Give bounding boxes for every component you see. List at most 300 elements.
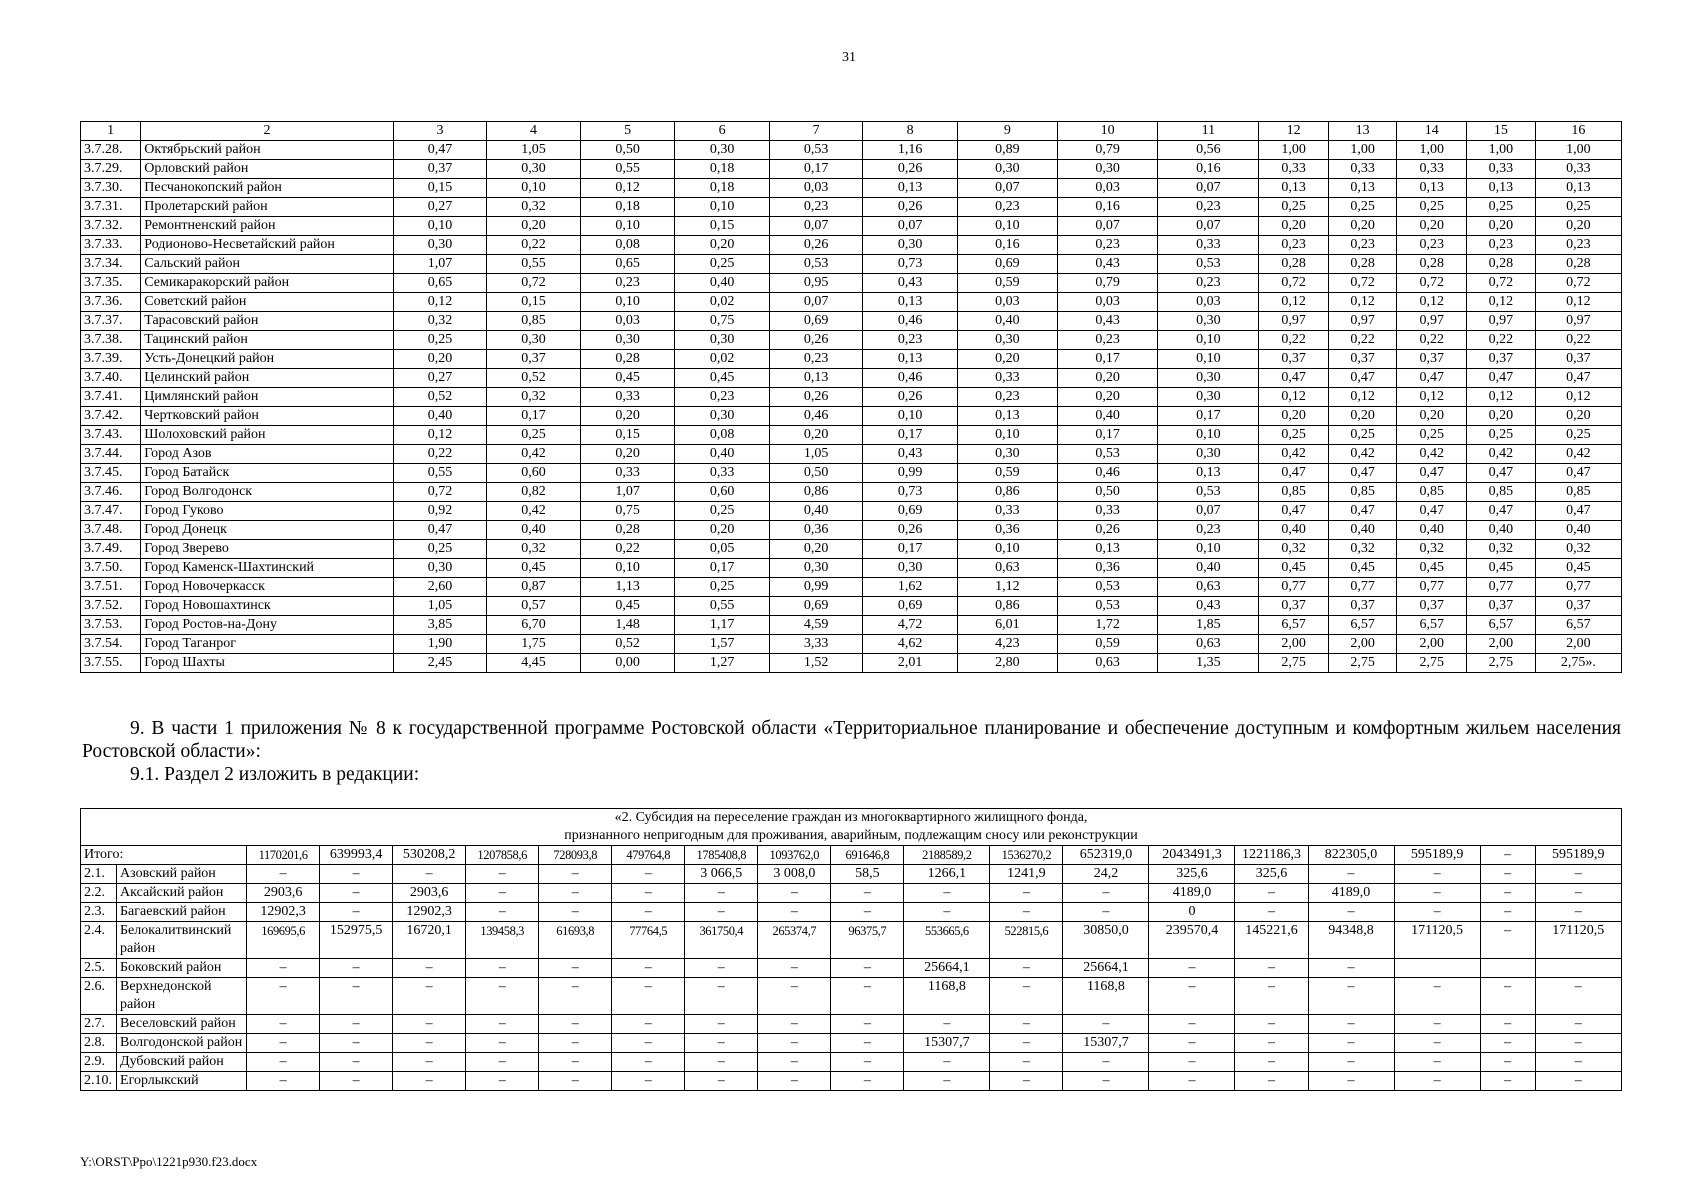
- coefficient-cell: 0,30: [393, 559, 487, 578]
- coefficient-cell: 0,46: [1057, 464, 1158, 483]
- subsidy-value: –: [612, 959, 685, 978]
- coefficient-cell: 0,26: [863, 388, 958, 407]
- coefficient-cell: 0,85: [1328, 483, 1397, 502]
- subsidy-value: –: [1394, 884, 1480, 903]
- subsidy-value: –: [320, 978, 393, 1015]
- row-code: 2.1.: [81, 865, 117, 884]
- coefficient-cell: 0,52: [580, 635, 675, 654]
- coefficient-cell: 0,23: [675, 388, 770, 407]
- total-value: 652319,0: [1063, 846, 1149, 865]
- column-number: 15: [1467, 122, 1536, 141]
- subsidy-value: –: [539, 1072, 612, 1091]
- subsidy-value: –: [1063, 1015, 1149, 1034]
- coefficient-cell: 0,60: [675, 483, 770, 502]
- coefficient-cell: 0,45: [1535, 559, 1621, 578]
- subsidy-value: –: [1308, 978, 1394, 1015]
- subsidy-value: –: [904, 1053, 990, 1072]
- subsidy-value: –: [320, 959, 393, 978]
- subsidy-value: –: [466, 1072, 539, 1091]
- coefficient-cell: 0,10: [1158, 350, 1259, 369]
- row-code: 3.7.41.: [81, 388, 141, 407]
- subsidy-value: –: [320, 1072, 393, 1091]
- coefficient-cell: 0,30: [675, 407, 770, 426]
- district-name: Родионово-Несветайский район: [141, 236, 394, 255]
- coefficient-cell: 0,45: [1397, 559, 1467, 578]
- coefficient-cell: 0,60: [487, 464, 581, 483]
- subsidy-value: 553665,6: [904, 922, 990, 959]
- coefficient-cell: 0,45: [580, 597, 675, 616]
- coefficient-cell: 0,10: [580, 217, 675, 236]
- subsidy-value: –: [1063, 884, 1149, 903]
- coefficient-cell: 1,16: [863, 141, 958, 160]
- coefficient-cell: 0,17: [1057, 426, 1158, 445]
- coefficient-cell: 1,27: [675, 654, 770, 673]
- subsidy-value: 1266,1: [904, 865, 990, 884]
- row-code: 3.7.39.: [81, 350, 141, 369]
- coefficient-cell: 0,23: [1397, 236, 1467, 255]
- coefficient-cell: 0,85: [1467, 483, 1536, 502]
- row-code: 3.7.29.: [81, 160, 141, 179]
- district-name: Город Донецк: [141, 521, 394, 540]
- coefficient-cell: 0,25: [675, 578, 770, 597]
- coefficient-cell: 0,15: [675, 217, 770, 236]
- subsidy-value: –: [466, 884, 539, 903]
- subsidy-value: –: [393, 1072, 466, 1091]
- coefficient-cell: 0,37: [1397, 350, 1467, 369]
- coefficient-cell: 0,79: [1057, 274, 1158, 293]
- coefficient-cell: 0,32: [393, 312, 487, 331]
- coefficient-cell: 1,62: [863, 578, 958, 597]
- coefficient-cell: 0,53: [1057, 597, 1158, 616]
- table-row: [81, 331, 1622, 350]
- coefficient-cell: 0,30: [1158, 312, 1259, 331]
- coefficient-cell: 0,85: [1259, 483, 1329, 502]
- subsidy-value: –: [1480, 1015, 1535, 1034]
- coefficient-cell: 6,57: [1328, 616, 1397, 635]
- total-value: 2188589,2: [904, 846, 990, 865]
- column-number: 11: [1158, 122, 1259, 141]
- column-number: 4: [487, 122, 581, 141]
- row-code: 2.4.: [81, 922, 117, 959]
- coefficient-cell: 0,36: [957, 521, 1057, 540]
- coefficient-cell: 0,17: [1057, 350, 1158, 369]
- subsidy-value: –: [990, 884, 1063, 903]
- coefficient-cell: 0,97: [1535, 312, 1621, 331]
- coefficient-cell: 0,12: [580, 179, 675, 198]
- subsidy-value: 15307,7: [1063, 1034, 1149, 1053]
- coefficient-cell: 0,20: [1397, 407, 1467, 426]
- row-code: 3.7.37.: [81, 312, 141, 331]
- coefficient-cell: 0,40: [1259, 521, 1329, 540]
- coefficient-cell: 0,47: [1535, 502, 1621, 521]
- coefficient-cell: 0,12: [1328, 293, 1397, 312]
- coefficient-cell: 2,01: [863, 654, 958, 673]
- coefficient-cell: 0,22: [393, 445, 487, 464]
- coefficient-cell: 0,20: [1535, 217, 1621, 236]
- coefficient-cell: 0,47: [393, 141, 487, 160]
- total-value: 1536270,2: [990, 846, 1063, 865]
- coefficient-cell: 0,53: [1158, 255, 1259, 274]
- table-row: [81, 464, 1622, 483]
- row-code: 3.7.36.: [81, 293, 141, 312]
- coefficient-cell: 0,33: [1535, 160, 1621, 179]
- coefficient-cell: 0,25: [1467, 426, 1536, 445]
- subsidy-value: –: [320, 1015, 393, 1034]
- coefficient-cell: 0,72: [1535, 274, 1621, 293]
- subsidy-value: –: [1480, 1072, 1535, 1091]
- coefficient-cell: 0,07: [1158, 179, 1259, 198]
- coefficient-cell: 0,86: [957, 597, 1057, 616]
- coefficient-cell: 2,00: [1397, 635, 1467, 654]
- coefficient-cell: 1,00: [1397, 141, 1467, 160]
- subsidy-value: –: [1535, 884, 1621, 903]
- coefficient-cell: 0,10: [957, 426, 1057, 445]
- column-number: 6: [675, 122, 770, 141]
- subsidy-value: –: [247, 865, 320, 884]
- row-code: 3.7.46.: [81, 483, 141, 502]
- coefficient-cell: 2,75».: [1535, 654, 1621, 673]
- subsidy-value: –: [1394, 1072, 1480, 1091]
- coefficient-cell: 0,26: [769, 236, 863, 255]
- coefficient-cell: 0,77: [1259, 578, 1329, 597]
- footer-file-path: Y:\ORST\Ppo\1221p930.f23.docx: [80, 1154, 258, 1169]
- coefficient-cell: 0,45: [675, 369, 770, 388]
- coefficient-cell: 0,40: [1057, 407, 1158, 426]
- coefficient-cell: 0,55: [487, 255, 581, 274]
- coefficient-cell: 0,32: [487, 198, 581, 217]
- total-value: 2043491,3: [1149, 846, 1235, 865]
- subsidy-value: 24,2: [1063, 865, 1149, 884]
- coefficient-cell: 0,05: [675, 540, 770, 559]
- coefficient-cell: 0,42: [487, 445, 581, 464]
- subsidy-value: –: [685, 884, 758, 903]
- column-number: 9: [957, 122, 1057, 141]
- coefficient-cell: 1,48: [580, 616, 675, 635]
- subsidy-value: –: [466, 959, 539, 978]
- total-value: 639993,4: [320, 846, 393, 865]
- table-row: [81, 1034, 1622, 1053]
- subsidy-value: –: [1308, 865, 1394, 884]
- coefficient-cell: 0,03: [580, 312, 675, 331]
- total-value: 822305,0: [1308, 846, 1394, 865]
- coefficient-cell: 3,85: [393, 616, 487, 635]
- district-name: Боковский район: [117, 959, 247, 978]
- table-row: [81, 1072, 1622, 1091]
- coefficient-cell: 0,23: [1467, 236, 1536, 255]
- coefficient-cell: 0,18: [675, 160, 770, 179]
- subsidy-table: [80, 808, 1622, 1091]
- row-code: 3.7.52.: [81, 597, 141, 616]
- coefficient-cell: 0,17: [675, 559, 770, 578]
- district-name: Волгодонской район: [117, 1034, 247, 1053]
- subsidy-value: 145221,6: [1235, 922, 1308, 959]
- coefficient-cell: 1,72: [1057, 616, 1158, 635]
- subsidy-value: 30850,0: [1063, 922, 1149, 959]
- coefficient-cell: 0,25: [1397, 426, 1467, 445]
- district-name: Чертковский район: [141, 407, 394, 426]
- coefficient-cell: 0,32: [1259, 540, 1329, 559]
- coefficient-cell: 0,13: [1397, 179, 1467, 198]
- subsidy-value: –: [1480, 922, 1535, 959]
- coefficient-cell: 0,59: [957, 274, 1057, 293]
- coefficient-cell: 0,23: [1259, 236, 1329, 255]
- subsidy-value: –: [758, 884, 831, 903]
- coefficient-cell: 0,20: [487, 217, 581, 236]
- subsidy-value: 25664,1: [904, 959, 990, 978]
- table-row: [81, 1053, 1622, 1072]
- coefficient-cell: 0,13: [957, 407, 1057, 426]
- subsidy-value: –: [1235, 978, 1308, 1015]
- coefficient-cell: 0,40: [1397, 521, 1467, 540]
- coefficient-cell: 2,75: [1328, 654, 1397, 673]
- coefficient-cell: 1,00: [1259, 141, 1329, 160]
- coefficient-cell: 4,59: [769, 616, 863, 635]
- coefficient-cell: 0,10: [675, 198, 770, 217]
- subsidy-value: –: [831, 903, 904, 922]
- row-code: 3.7.40.: [81, 369, 141, 388]
- coefficient-cell: 0,33: [1328, 160, 1397, 179]
- coefficient-cell: 0,07: [1158, 217, 1259, 236]
- column-number: 3: [393, 122, 487, 141]
- district-name: Советский район: [141, 293, 394, 312]
- coefficient-cell: 0,20: [580, 445, 675, 464]
- coefficient-cell: 0,28: [580, 521, 675, 540]
- district-name: Багаевский район: [117, 903, 247, 922]
- subsidy-value: 3 008,0: [758, 865, 831, 884]
- coefficient-cell: 0,10: [580, 559, 675, 578]
- coefficient-cell: 0,12: [1467, 388, 1536, 407]
- coefficient-cell: 0,07: [863, 217, 958, 236]
- page-number: 31: [842, 50, 856, 65]
- subsidy-value: –: [1149, 1072, 1235, 1091]
- district-name: Город Гуково: [141, 502, 394, 521]
- table-row: [81, 483, 1622, 502]
- coefficient-cell: 0,47: [1259, 502, 1329, 521]
- table-row: [81, 293, 1622, 312]
- coefficient-cell: 0,56: [1158, 141, 1259, 160]
- total-value: –: [1480, 846, 1535, 865]
- coefficient-cell: 0,15: [580, 426, 675, 445]
- coefficient-cell: 2,00: [1467, 635, 1536, 654]
- district-name: Тацинский район: [141, 331, 394, 350]
- subsidy-value: –: [1235, 1072, 1308, 1091]
- coefficient-cell: 0,03: [1057, 293, 1158, 312]
- total-value: 1207858,6: [466, 846, 539, 865]
- subsidy-value: –: [831, 1015, 904, 1034]
- coefficient-cell: 0,46: [769, 407, 863, 426]
- coefficient-cell: 0,20: [675, 521, 770, 540]
- subsidy-value: –: [831, 1034, 904, 1053]
- coefficient-cell: 0,47: [1259, 369, 1329, 388]
- coefficient-cell: 0,86: [957, 483, 1057, 502]
- coefficient-cell: 0,23: [1535, 236, 1621, 255]
- coefficient-cell: 0,16: [1158, 160, 1259, 179]
- subsidy-value: 16720,1: [393, 922, 466, 959]
- coefficient-cell: 6,70: [487, 616, 581, 635]
- coefficient-cell: 0,59: [1057, 635, 1158, 654]
- coefficient-cell: 0,69: [769, 312, 863, 331]
- subsidy-title-row: [81, 809, 1622, 846]
- coefficient-cell: 6,57: [1535, 616, 1621, 635]
- coefficient-cell: 6,57: [1397, 616, 1467, 635]
- coefficient-cell: 0,32: [487, 540, 581, 559]
- subsidy-value: –: [1149, 978, 1235, 1015]
- table-row: [81, 179, 1622, 198]
- coefficient-cell: 1,05: [487, 141, 581, 160]
- coefficient-cell: 0,30: [487, 160, 581, 179]
- coefficient-cell: 0,20: [393, 350, 487, 369]
- coefficient-cell: 0,37: [1467, 350, 1536, 369]
- subsidy-value: –: [612, 1053, 685, 1072]
- coefficient-cell: 0,30: [957, 445, 1057, 464]
- row-code: 3.7.48.: [81, 521, 141, 540]
- coefficient-cell: 0,33: [1397, 160, 1467, 179]
- subsidy-value: –: [1394, 1053, 1480, 1072]
- table-row: [81, 521, 1622, 540]
- subsidy-value: –: [831, 884, 904, 903]
- subsidy-value: 522815,6: [990, 922, 1063, 959]
- coefficient-cell: 0,17: [769, 160, 863, 179]
- coefficient-cell: 0,22: [1397, 331, 1467, 350]
- table-row: [81, 198, 1622, 217]
- subsidy-value: –: [1535, 1053, 1621, 1072]
- coefficient-cell: 0,10: [957, 217, 1057, 236]
- coefficient-cell: 0,22: [1328, 331, 1397, 350]
- coefficient-cell: 3,33: [769, 635, 863, 654]
- coefficient-cell: 0,63: [1158, 635, 1259, 654]
- coefficient-cell: 0,23: [580, 274, 675, 293]
- coefficient-cell: 0,30: [675, 141, 770, 160]
- subsidy-value: –: [393, 978, 466, 1015]
- subsidy-value: –: [1480, 1053, 1535, 1072]
- subsidy-value: 2903,6: [393, 884, 466, 903]
- subsidy-value: –: [1394, 865, 1480, 884]
- coefficient-cell: 0,42: [1328, 445, 1397, 464]
- district-name: Город Азов: [141, 445, 394, 464]
- subsidy-value: –: [685, 978, 758, 1015]
- coefficient-cell: 0,63: [1158, 578, 1259, 597]
- total-value: 479764,8: [612, 846, 685, 865]
- coefficient-cell: 0,46: [863, 369, 958, 388]
- coefficient-cell: 0,47: [1397, 369, 1467, 388]
- coefficient-cell: 0,99: [769, 578, 863, 597]
- coefficient-cell: 0,20: [1535, 407, 1621, 426]
- subsidy-title-line2: признанного непригодным для проживания, аварийным, подлежащим сносу или реконструкции: [564, 828, 1138, 843]
- coefficient-cell: 1,90: [393, 635, 487, 654]
- coefficient-cell: 0,28: [1328, 255, 1397, 274]
- coefficient-cell: 0,72: [393, 483, 487, 502]
- subsidy-value: –: [1535, 865, 1621, 884]
- subsidy-value: –: [393, 1053, 466, 1072]
- subsidy-value: –: [539, 1053, 612, 1072]
- subsidy-value: –: [247, 1015, 320, 1034]
- subsidy-value: –: [393, 1034, 466, 1053]
- column-number: 16: [1535, 122, 1621, 141]
- district-name: Город Шахты: [141, 654, 394, 673]
- subsidy-value: 171120,5: [1394, 922, 1480, 959]
- coefficient-cell: 0,47: [1467, 464, 1536, 483]
- coefficient-cell: 0,12: [1397, 388, 1467, 407]
- coefficient-cell: 0,79: [1057, 141, 1158, 160]
- coefficient-cell: 0,33: [580, 464, 675, 483]
- coefficient-cell: 2,80: [957, 654, 1057, 673]
- coefficient-cell: 0,20: [580, 407, 675, 426]
- subsidy-value: –: [758, 1015, 831, 1034]
- subsidy-value: –: [612, 903, 685, 922]
- coefficient-cell: 0,23: [769, 198, 863, 217]
- column-number: 1: [81, 122, 141, 141]
- row-code: 3.7.30.: [81, 179, 141, 198]
- coefficient-cell: 0,15: [393, 179, 487, 198]
- subsidy-value: –: [1308, 903, 1394, 922]
- subsidy-value: 12902,3: [247, 903, 320, 922]
- coefficient-cell: 1,07: [393, 255, 487, 274]
- subsidy-value: 265374,7: [758, 922, 831, 959]
- subsidy-value: 239570,4: [1149, 922, 1235, 959]
- table-row: [81, 426, 1622, 445]
- row-code: 2.5.: [81, 959, 117, 978]
- coefficient-cell: 0,89: [957, 141, 1057, 160]
- subsidy-value: 1241,9: [990, 865, 1063, 884]
- coefficient-cell: 0,28: [1397, 255, 1467, 274]
- row-code: 3.7.31.: [81, 198, 141, 217]
- coefficient-cell: 0,13: [1158, 464, 1259, 483]
- coefficient-cell: 0,95: [769, 274, 863, 293]
- coefficient-cell: 0,37: [393, 160, 487, 179]
- coefficient-cell: 0,07: [957, 179, 1057, 198]
- coefficient-cell: 0,23: [1158, 198, 1259, 217]
- subsidy-value: –: [1308, 1034, 1394, 1053]
- coefficient-cell: 0,17: [863, 540, 958, 559]
- district-name: Город Волгодонск: [141, 483, 394, 502]
- coefficient-cell: 0,26: [863, 198, 958, 217]
- total-value: 1093762,0: [758, 846, 831, 865]
- subsidy-value: 2903,6: [247, 884, 320, 903]
- subsidy-value: –: [612, 865, 685, 884]
- table-row: [81, 369, 1622, 388]
- subsidy-value: –: [904, 1015, 990, 1034]
- district-name: Город Зверево: [141, 540, 394, 559]
- subsidy-value: –: [1394, 903, 1480, 922]
- coefficient-cell: 0,46: [863, 312, 958, 331]
- coefficient-cell: 0,25: [1259, 198, 1329, 217]
- subsidy-value: –: [1063, 903, 1149, 922]
- subsidy-value: –: [1394, 978, 1480, 1015]
- coefficient-cell: 0,43: [863, 274, 958, 293]
- coefficient-cell: 0,18: [675, 179, 770, 198]
- table-row: [81, 865, 1622, 884]
- coefficient-cell: 0,47: [393, 521, 487, 540]
- coefficient-cell: 0,23: [1158, 274, 1259, 293]
- coefficient-cell: 0,20: [1259, 217, 1329, 236]
- subsidy-value: 0: [1149, 903, 1235, 922]
- coefficient-cell: 0,22: [1467, 331, 1536, 350]
- coefficient-cell: 1,05: [769, 445, 863, 464]
- coefficient-cell: 0,32: [1535, 540, 1621, 559]
- coefficient-cell: 0,53: [769, 255, 863, 274]
- subsidy-value: –: [393, 865, 466, 884]
- coefficient-cell: 0,75: [675, 312, 770, 331]
- coefficient-cell: 0,99: [863, 464, 958, 483]
- coefficient-cell: 0,07: [1158, 502, 1259, 521]
- coefficient-cell: 0,30: [675, 331, 770, 350]
- coefficient-cell: 0,20: [1259, 407, 1329, 426]
- column-number: 5: [580, 122, 675, 141]
- district-name: Белокалитвинский район: [117, 922, 247, 959]
- coefficient-cell: 0,97: [1467, 312, 1536, 331]
- coefficient-cell: 0,43: [1057, 312, 1158, 331]
- paragraph-9-1: 9.1. Раздел 2 изложить в редакции:: [130, 764, 420, 785]
